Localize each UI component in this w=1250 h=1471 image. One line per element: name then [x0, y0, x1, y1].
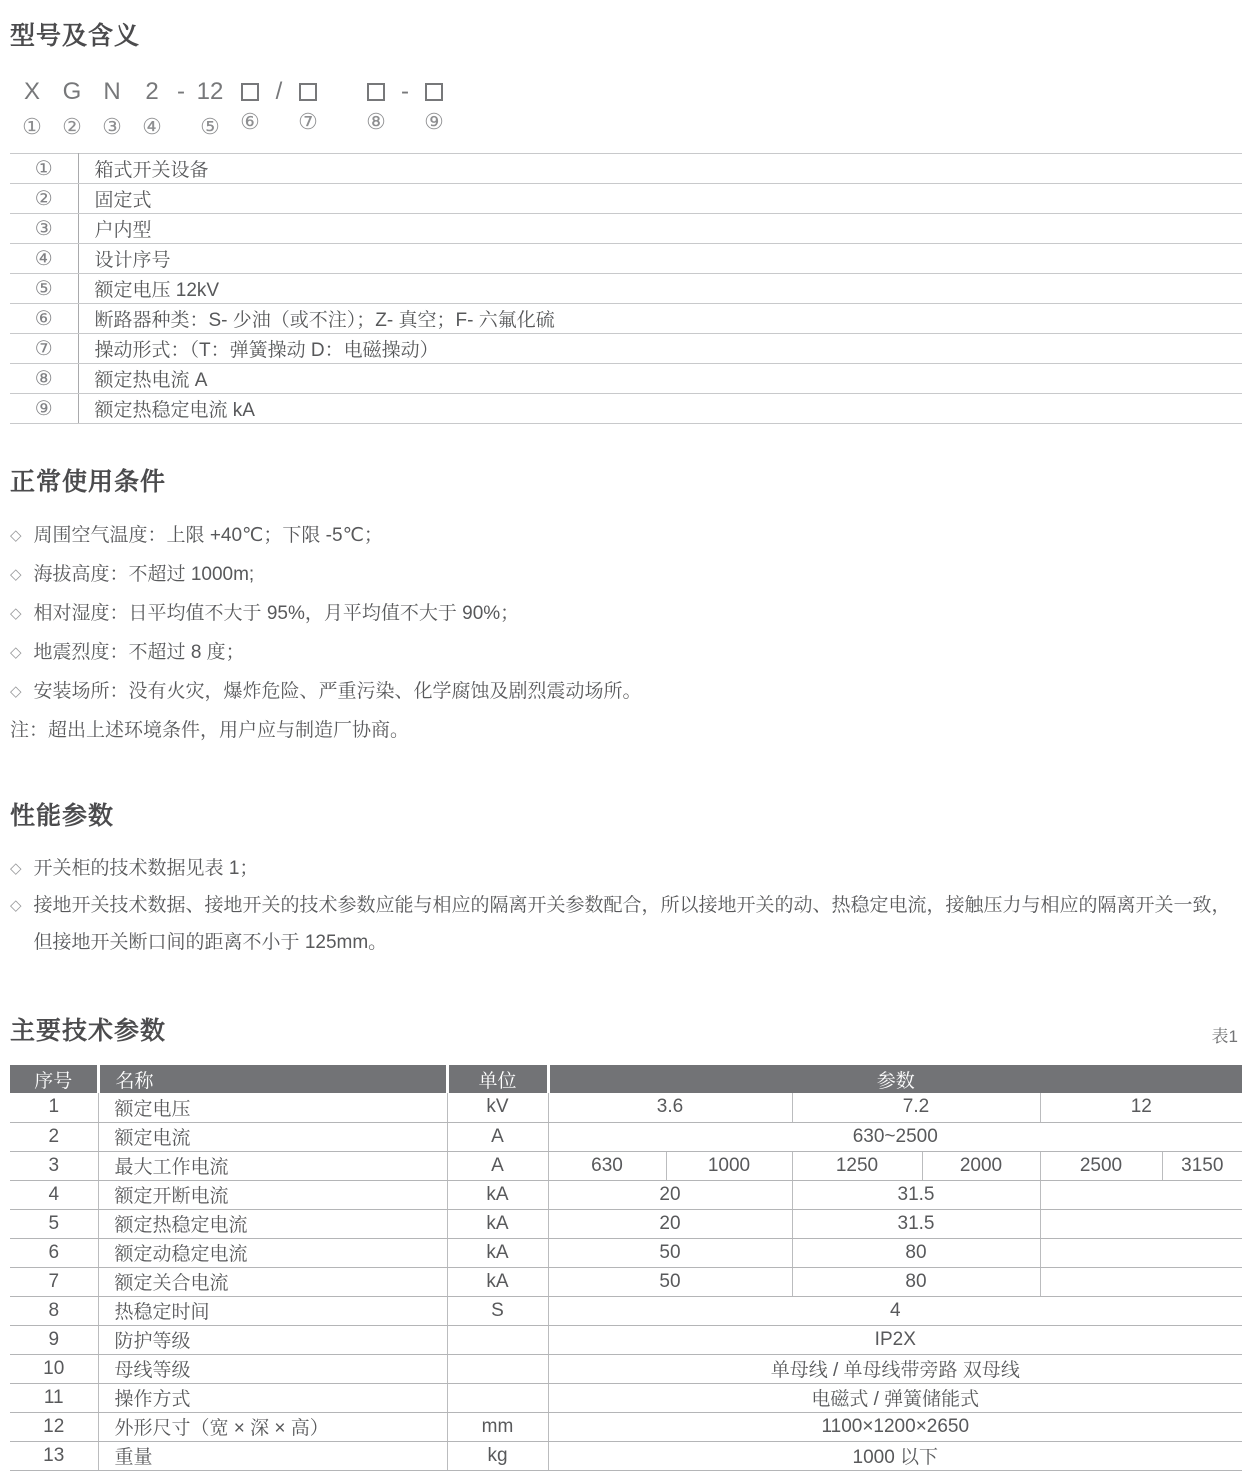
legend-row: [10, 184, 1242, 214]
list-item-text: 接地开关技术数据、接地开关的技术参数应能与相应的隔离开关参数配合，所以接地开关的动、热稳定电流，接触压力与相应的隔离开关一致，但接地开关断口间的距离不小于 125mm。: [33, 895, 1231, 953]
model-token: [92, 78, 132, 139]
parameter-value-cell: 1100×1200×2650: [548, 1412, 1242, 1441]
diamond-bullet-icon: ◇: [10, 860, 22, 877]
diamond-bullet-icon: ◇: [10, 897, 22, 914]
section-title-performance: 性能参数: [10, 802, 115, 830]
row-number-cell: 1: [10, 1093, 98, 1122]
list-item: [10, 672, 1240, 711]
parameter-value-cell: 1250: [792, 1151, 922, 1180]
section-title-model: 型号及含义: [10, 22, 141, 50]
table-row: [10, 1093, 1242, 1122]
section-title-main-params: 主要技术参数: [10, 1017, 167, 1045]
table-row: [10, 1209, 1242, 1238]
list-item: [10, 887, 1240, 961]
legend-description: 额定热电流 A: [78, 364, 1242, 394]
parameter-value-cell: IP2X: [548, 1325, 1242, 1354]
diamond-bullet-icon: ◇: [10, 644, 22, 661]
parameter-value-cell: 80: [792, 1267, 1040, 1296]
parameter-value-cell: 31.5: [792, 1180, 1040, 1209]
model-char: -: [401, 78, 409, 105]
parameter-value-cell: 80: [792, 1238, 1040, 1267]
column-header: 单位: [447, 1065, 548, 1093]
list-item: [10, 850, 1240, 887]
legend-row: [10, 304, 1242, 334]
column-header: 序号: [10, 1065, 98, 1093]
legend-number: ⑧: [10, 364, 78, 394]
table-row: [10, 1151, 1242, 1180]
unit-cell: kV: [447, 1093, 548, 1122]
row-number-cell: 4: [10, 1180, 98, 1209]
unit-cell: S: [447, 1296, 548, 1325]
parameter-value-cell: 20: [548, 1209, 792, 1238]
model-token: [230, 78, 270, 134]
unit-cell: kA: [447, 1267, 548, 1296]
technical-parameters-table: [10, 1065, 1242, 1471]
parameter-value-cell: 单母线 / 单母线带旁路 双母线: [548, 1354, 1242, 1383]
placeholder-box-icon: [425, 83, 443, 101]
list-item: [10, 555, 1240, 594]
circled-number: ⑤: [200, 114, 220, 139]
legend-number: ①: [10, 154, 78, 184]
parameter-value-cell: 4: [548, 1296, 1242, 1325]
legend-description: 断路器种类：S- 少油（或不注）；Z- 真空；F- 六氟化硫: [78, 304, 1242, 334]
unit-cell: A: [447, 1122, 548, 1151]
list-item-text: 海拔高度：不超过 1000m;: [33, 564, 255, 585]
circled-number: ①: [22, 114, 42, 139]
placeholder-box-icon: [299, 83, 317, 101]
circled-number: ③: [102, 114, 122, 139]
model-char: 2: [145, 78, 159, 105]
list-item: [10, 516, 1240, 555]
row-number-cell: 7: [10, 1267, 98, 1296]
parameter-value-cell: 1000: [666, 1151, 792, 1180]
diamond-bullet-icon: ◇: [10, 683, 22, 700]
model-char: X: [23, 78, 40, 105]
conditions-note: 注：超出上述环境条件，用户应与制造厂协商。: [10, 720, 410, 741]
parameter-name-cell: 热稳定时间: [98, 1296, 447, 1325]
parameter-value-cell: [1040, 1180, 1242, 1209]
circled-number: ⑧: [366, 109, 386, 134]
row-number-cell: 11: [10, 1383, 98, 1412]
model-legend-table: [10, 153, 1242, 424]
table-row: [10, 1412, 1242, 1441]
table-row: [10, 1325, 1242, 1354]
row-number-cell: 8: [10, 1296, 98, 1325]
legend-number: ④: [10, 244, 78, 274]
model-token: [172, 78, 190, 115]
list-item-text: 开关柜的技术数据见表 1；: [33, 858, 259, 879]
table-row: [10, 1441, 1242, 1470]
parameter-value-cell: [1040, 1238, 1242, 1267]
diamond-bullet-icon: ◇: [10, 566, 22, 583]
row-number-cell: 9: [10, 1325, 98, 1354]
model-char: /: [275, 78, 283, 105]
table-header-row: [10, 1065, 1242, 1093]
unit-cell: mm: [447, 1412, 548, 1441]
parameter-value-cell: 2500: [1040, 1151, 1162, 1180]
column-header: 名称: [98, 1065, 447, 1093]
model-token: [190, 78, 230, 139]
row-number-cell: 12: [10, 1412, 98, 1441]
parameter-name-cell: 额定动稳定电流: [98, 1238, 447, 1267]
placeholder-box-icon: [241, 83, 259, 101]
circled-number: ⑦: [298, 109, 318, 134]
table-row: [10, 1267, 1242, 1296]
parameter-value-cell: 630: [548, 1151, 666, 1180]
unit-cell: kA: [447, 1238, 548, 1267]
conditions-list: [10, 516, 1240, 711]
table-number-label: 表1: [1211, 1027, 1238, 1046]
parameter-value-cell: 1000 以下: [548, 1441, 1242, 1470]
list-item: [10, 594, 1240, 633]
legend-number: ⑥: [10, 304, 78, 334]
placeholder-box-icon: [367, 83, 385, 101]
section-title-conditions: 正常使用条件: [10, 468, 167, 496]
row-number-cell: 10: [10, 1354, 98, 1383]
legend-number: ②: [10, 184, 78, 214]
legend-number: ③: [10, 214, 78, 244]
model-token: [288, 78, 328, 134]
row-number-cell: 2: [10, 1122, 98, 1151]
legend-description: 户内型: [78, 214, 1242, 244]
model-token: [356, 78, 396, 134]
unit-cell: [447, 1325, 548, 1354]
parameter-name-cell: 额定电流: [98, 1122, 447, 1151]
row-number-cell: 6: [10, 1238, 98, 1267]
table-row: [10, 1180, 1242, 1209]
unit-cell: kA: [447, 1180, 548, 1209]
circled-number: ②: [62, 114, 82, 139]
legend-number: ⑨: [10, 394, 78, 424]
model-token: [414, 78, 454, 134]
parameter-value-cell: 630~2500: [548, 1122, 1242, 1151]
parameter-value-cell: 7.2: [792, 1093, 1040, 1122]
parameter-name-cell: 最大工作电流: [98, 1151, 447, 1180]
parameter-value-cell: 31.5: [792, 1209, 1040, 1238]
parameter-name-cell: 母线等级: [98, 1354, 447, 1383]
table-row: [10, 1296, 1242, 1325]
table-row: [10, 1238, 1242, 1267]
legend-description: 操动形式：（T：弹簧操动 D：电磁操动）: [78, 334, 1242, 364]
table-row: [10, 1354, 1242, 1383]
list-item: [10, 633, 1240, 672]
parameter-value-cell: 20: [548, 1180, 792, 1209]
legend-description: 固定式: [78, 184, 1242, 214]
column-header: 参数: [548, 1065, 1242, 1093]
row-number-cell: 3: [10, 1151, 98, 1180]
parameter-name-cell: 操作方式: [98, 1383, 447, 1412]
list-item-text: 相对湿度：日平均值不大于 95%，月平均值不大于 90%；: [33, 603, 520, 624]
model-char: 12: [196, 78, 224, 105]
legend-description: 额定电压 12kV: [78, 274, 1242, 304]
model-token: [12, 78, 52, 139]
parameter-value-cell: 50: [548, 1238, 792, 1267]
legend-row: [10, 334, 1242, 364]
circled-number: ⑥: [240, 109, 260, 134]
legend-row: [10, 154, 1242, 184]
unit-cell: kg: [447, 1441, 548, 1470]
parameter-value-cell: 2000: [922, 1151, 1040, 1180]
performance-list: [10, 850, 1240, 961]
legend-row: [10, 214, 1242, 244]
list-item-text: 安装场所：没有火灾，爆炸危险、严重污染、化学腐蚀及剧烈震动场所。: [33, 681, 642, 702]
diamond-bullet-icon: ◇: [10, 527, 22, 544]
circled-number: ⑨: [424, 109, 444, 134]
unit-cell: [447, 1354, 548, 1383]
parameter-name-cell: 重量: [98, 1441, 447, 1470]
parameter-name-cell: 外形尺寸（宽 × 深 × 高）: [98, 1412, 447, 1441]
parameter-value-cell: 50: [548, 1267, 792, 1296]
model-char: -: [177, 78, 185, 105]
legend-description: 设计序号: [78, 244, 1242, 274]
parameter-value-cell: 3.6: [548, 1093, 792, 1122]
model-token: [396, 78, 414, 115]
legend-number: ⑦: [10, 334, 78, 364]
parameter-value-cell: [1040, 1209, 1242, 1238]
model-char: N: [103, 78, 121, 105]
unit-cell: kA: [447, 1209, 548, 1238]
table-row: [10, 1383, 1242, 1412]
parameter-value-cell: 12: [1040, 1093, 1242, 1122]
row-number-cell: 5: [10, 1209, 98, 1238]
list-item-text: 地震烈度：不超过 8 度；: [33, 642, 245, 663]
parameter-name-cell: 额定开断电流: [98, 1180, 447, 1209]
unit-cell: [447, 1383, 548, 1412]
circled-number: ④: [142, 114, 162, 139]
model-char: G: [62, 78, 82, 105]
legend-description: 箱式开关设备: [78, 154, 1242, 184]
row-number-cell: 13: [10, 1441, 98, 1470]
model-token: [270, 78, 288, 115]
list-item-text: 周围空气温度：上限 +40℃；下限 -5℃；: [33, 525, 383, 546]
parameter-name-cell: 额定关合电流: [98, 1267, 447, 1296]
legend-row: [10, 394, 1242, 424]
model-token: [52, 78, 92, 139]
parameter-value-cell: 3150: [1162, 1151, 1242, 1180]
legend-description: 额定热稳定电流 kA: [78, 394, 1242, 424]
legend-row: [10, 364, 1242, 394]
model-designation: [12, 78, 1240, 139]
legend-row: [10, 274, 1242, 304]
legend-row: [10, 244, 1242, 274]
parameter-value-cell: [1040, 1267, 1242, 1296]
diamond-bullet-icon: ◇: [10, 605, 22, 622]
parameter-name-cell: 额定电压: [98, 1093, 447, 1122]
main-table-title-row: [10, 1011, 1240, 1047]
parameter-name-cell: 防护等级: [98, 1325, 447, 1354]
unit-cell: A: [447, 1151, 548, 1180]
legend-number: ⑤: [10, 274, 78, 304]
model-token: [132, 78, 172, 139]
table-row: [10, 1122, 1242, 1151]
parameter-value-cell: 电磁式 / 弹簧储能式: [548, 1383, 1242, 1412]
parameter-name-cell: 额定热稳定电流: [98, 1209, 447, 1238]
